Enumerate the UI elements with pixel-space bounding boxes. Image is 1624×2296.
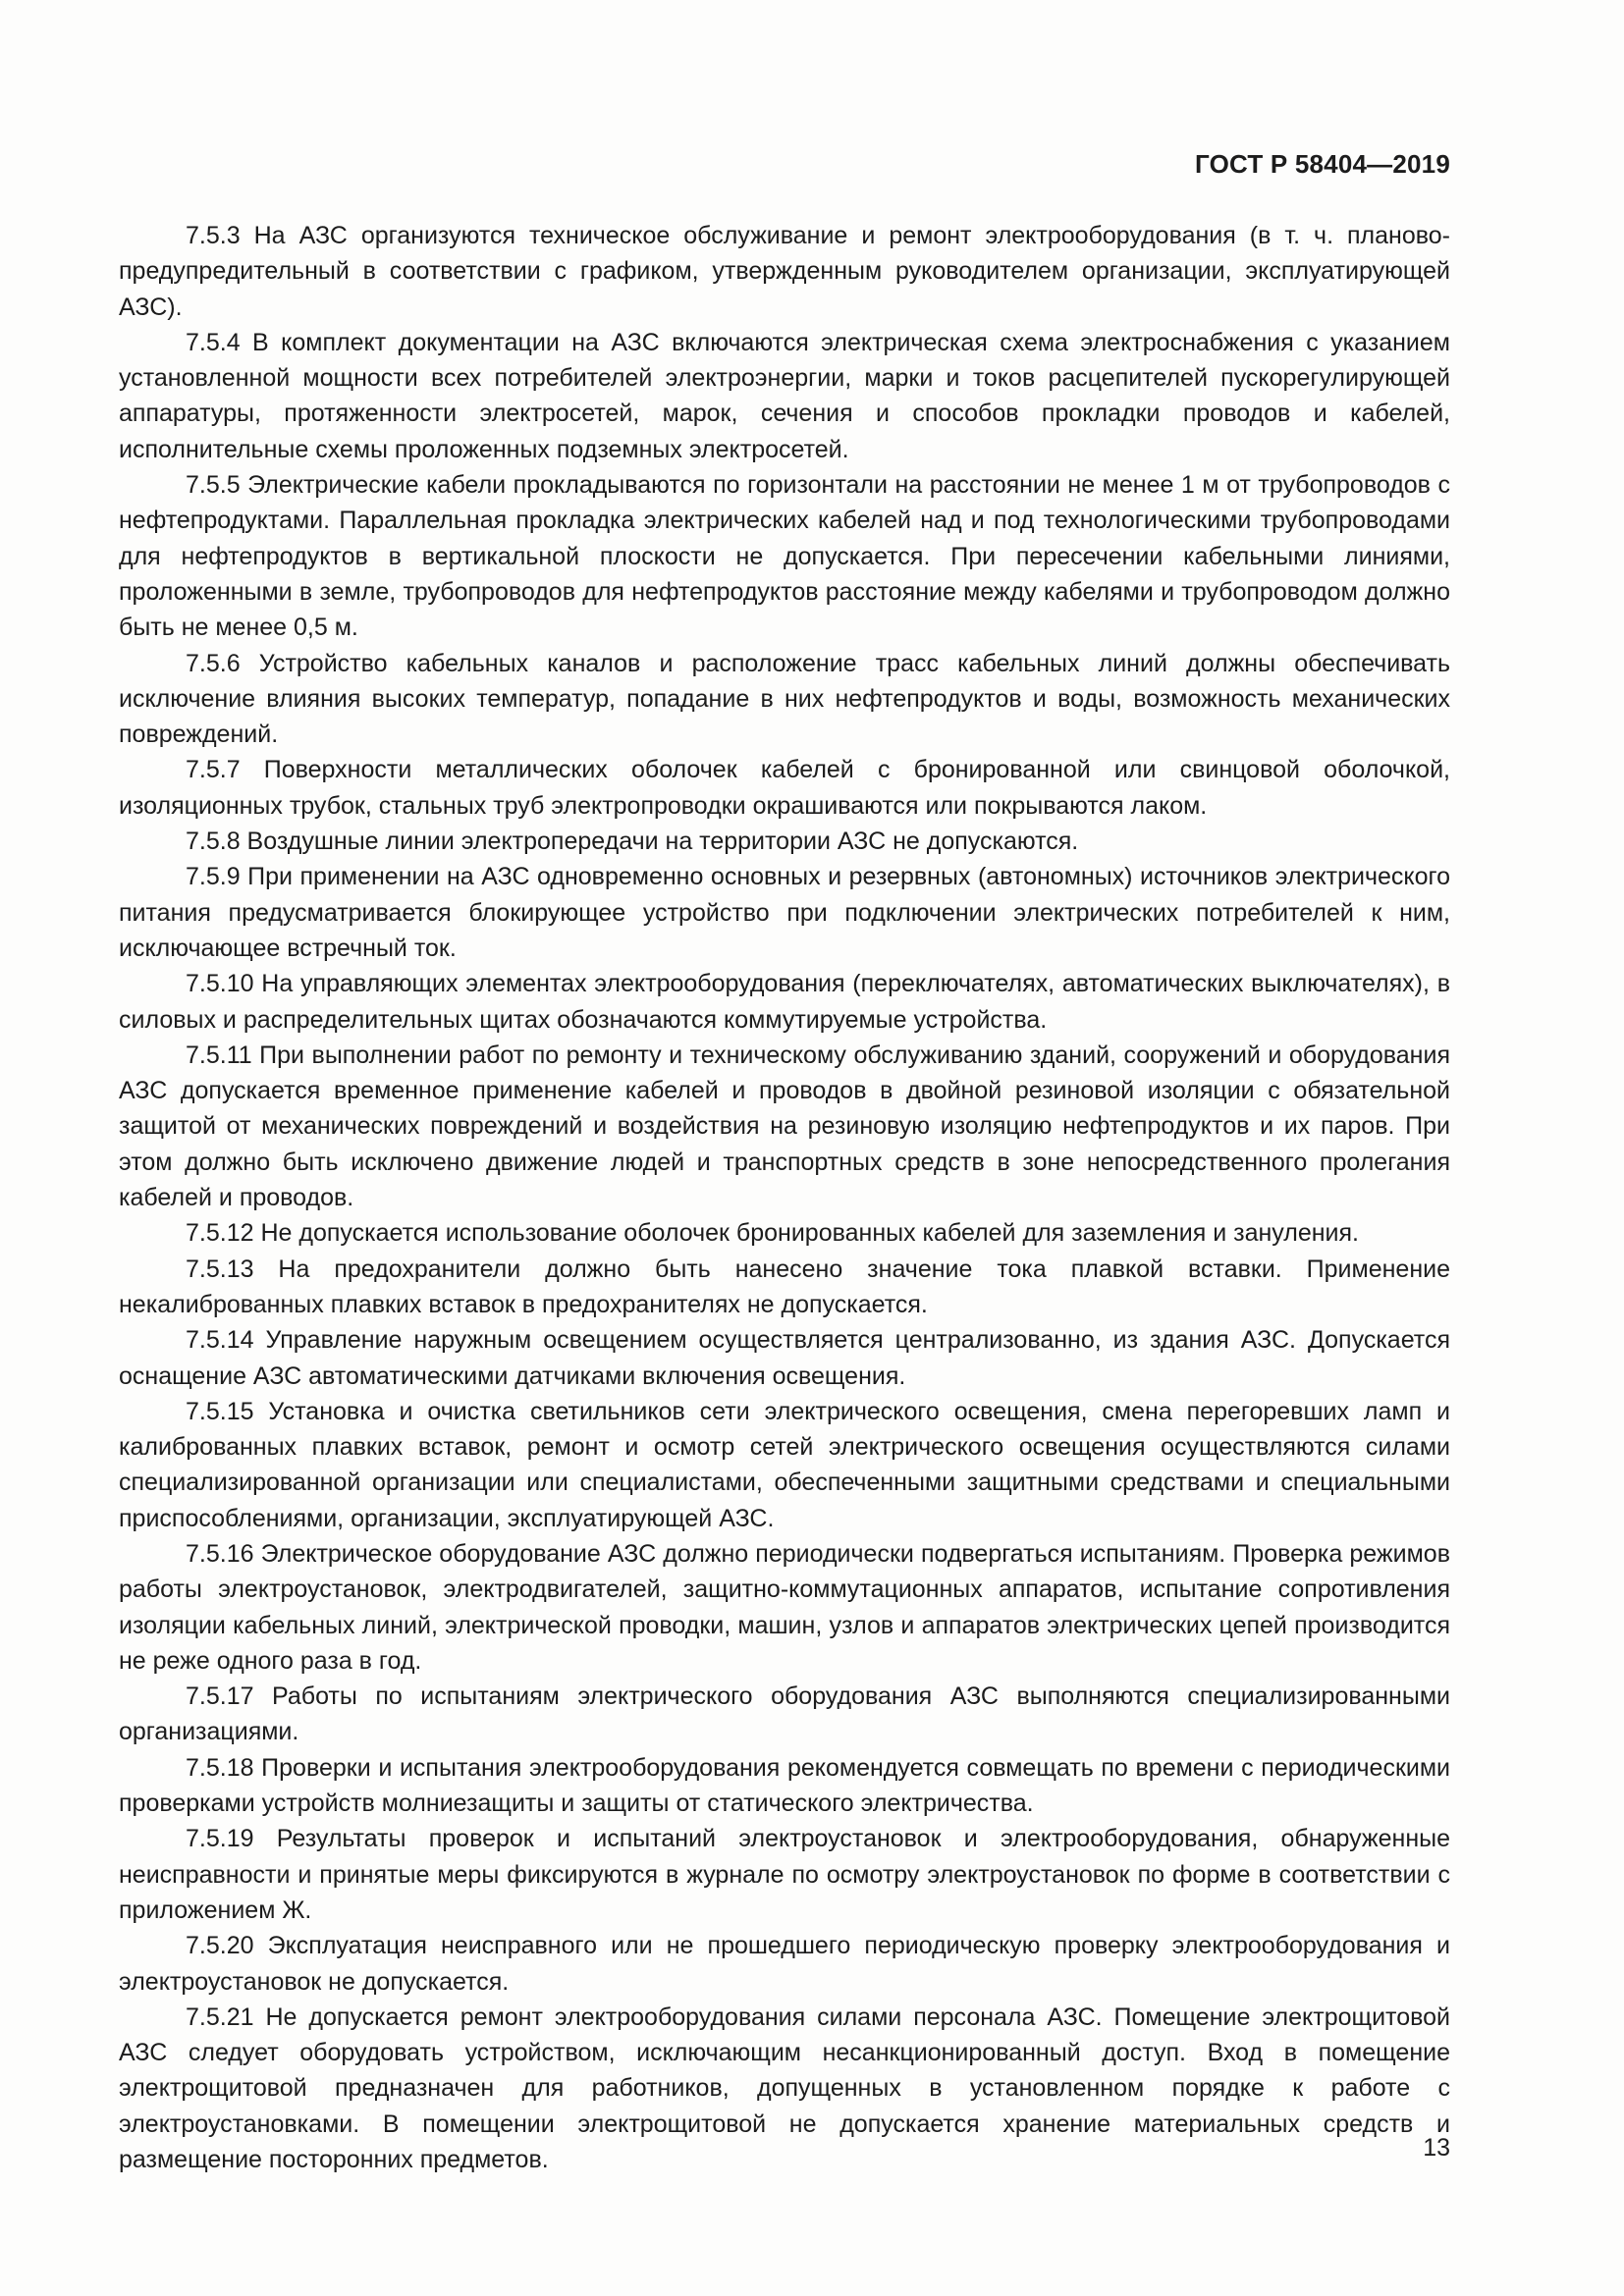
paragraph-7-5-8: 7.5.8 Воздушные линии электропередачи на территории АЗС не допускаются. bbox=[186, 828, 1079, 856]
paragraph-7-5-13: 7.5.13 На предохранители должно быть нанесено значение тока плавкой вставки. Применение некалиброванных плавких вставок в предохранителях не допускается. bbox=[119, 1255, 1450, 1318]
paragraph-7-5-18: 7.5.18 Проверки и испытания электрооборудования рекомендуется совмещать по времени с периодическими проверками устройств молниезащиты и защиты от статического электричества. bbox=[119, 1753, 1450, 1818]
paragraph-7-5-3: 7.5.3 На АЗС организуются техническое обслуживание и ремонт электрооборудования (в т. ч. планово-предупредительный в соответствии с графиком, утвержденным руководителем организации, эксплуатирующей АЗС). bbox=[119, 222, 1450, 321]
paragraph-7-5-16: 7.5.16 Электрическое оборудование АЗС должно периодически подвергаться испытаниям. Проверка режимов работы электроустановок, электродвигателей, защитно-коммутационных аппаратов, испытание сопротивления изоляции кабельных линий, электрической проводки, машин, узлов и аппаратов электрических цепей производится не реже одного раза в год. bbox=[119, 1539, 1450, 1675]
paragraph-7-5-20: 7.5.20 Эксплуатация неисправного или не прошедшего периодическую проверку электрооборудования и электроустановок не допускается. bbox=[119, 1932, 1450, 1996]
paragraph-7-5-5: 7.5.5 Электрические кабели прокладываются по горизонтали на расстоянии не менее 1 м от трубопроводов с нефтепродуктами. Параллельная прокладка электрических кабелей над и под технологическими трубопроводами для нефтепродуктов в вертикальной плоскости не допускается. При пересечении кабельными линиями, проложенными в земле, трубопроводов для нефтепродуктов расстояние между кабелями и трубопроводом должно быть не менее 0,5 м. bbox=[119, 471, 1450, 642]
paragraph-7-5-19: 7.5.19 Результаты проверок и испытаний электроустановок и электрооборудования, обнаруженные неисправности и принятые меры фиксируются в журнале по осмотру электроустановок по форме в соответствии с приложением Ж. bbox=[119, 1825, 1450, 1924]
paragraph-7-5-6: 7.5.6 Устройство кабельных каналов и расположение трасс кабельных линий должны обеспечивать исключение влияния высоких температур, попадание в них нефтепродуктов и воды, возможность механических повреждений. bbox=[119, 649, 1450, 749]
paragraph-7-5-4: 7.5.4 В комплект документации на АЗС включаются электрическая схема электроснабжения с указанием установленной мощности всех потребителей электроэнергии, марки и токов расцепителей пускорегулирующей аппаратуры, протяженности электросетей, марок, сечения и способов прокладки проводов и кабелей, исполнительные схемы проложенных подземных электросетей. bbox=[119, 328, 1450, 463]
paragraph-7-5-10: 7.5.10 На управляющих элементах электрооборудования (переключателях, автоматических выключателях), в силовых и распределительных щитах обозначаются коммутируемые устройства. bbox=[119, 970, 1450, 1034]
paragraph-7-5-9: 7.5.9 При применении на АЗС одновременно основных и резервных (автономных) источников электрического питания предусматривается блокирующее устройство при подключении электрических потребителей к ним, исключающее встречный ток. bbox=[119, 863, 1450, 962]
document-designation: ГОСТ Р 58404—2019 bbox=[1195, 149, 1450, 179]
paragraph-7-5-7: 7.5.7 Поверхности металлических оболочек кабелей с бронированной или свинцовой оболочкой, изоляционных трубок, стальных труб электропроводки окрашиваются или покрываются лаком. bbox=[119, 756, 1450, 820]
paragraph-7-5-11: 7.5.11 При выполнении работ по ремонту и техническому обслуживанию зданий, сооружений и оборудования АЗС допускается временное применение кабелей и проводов в двойной резиновой изоляции с обязательной защитой от механических повреждений и воздействия на резиновую изоляцию нефтепродуктов и их паров. При этом должно быть исключено движение людей и транспортных средств в зоне непосредственного пролегания кабелей и проводов. bbox=[119, 1041, 1450, 1212]
paragraph-7-5-12: 7.5.12 Не допускается использование оболочек бронированных кабелей для заземления и зануления. bbox=[186, 1219, 1359, 1248]
paragraph-7-5-21: 7.5.21 Не допускается ремонт электрооборудования силами персонала АЗС. Помещение электрощитовой АЗС следует оборудовать устройством, исключающим несанкционированный доступ. Вход в помещение электрощитовой предназначен для работников, допущенных в установленном порядке к работе с электроустановками. В помещении электрощитовой не допускается хранение материальных средств и размещение посторонних предметов. bbox=[119, 2002, 1450, 2174]
page-number: 13 bbox=[1423, 2134, 1450, 2162]
document-body bbox=[119, 218, 1450, 2177]
paragraph-7-5-14: 7.5.14 Управление наружным освещением осуществляется централизованно, из здания АЗС. Допускается оснащение АЗС автоматическими датчиками включения освещения. bbox=[119, 1326, 1450, 1390]
paragraph-7-5-17: 7.5.17 Работы по испытаниям электрического оборудования АЗС выполняются специализированными организациями. bbox=[119, 1682, 1450, 1746]
paragraph-7-5-15: 7.5.15 Установка и очистка светильников сети электрического освещения, смена перегоревших ламп и калиброванных плавких вставок, ремонт и осмотр сетей электрического освещения осуществляются силами специализированной организации или специалистами, обеспеченными защитными средствами и специальными приспособлениями, организации, эксплуатирующей АЗС. bbox=[119, 1397, 1450, 1532]
